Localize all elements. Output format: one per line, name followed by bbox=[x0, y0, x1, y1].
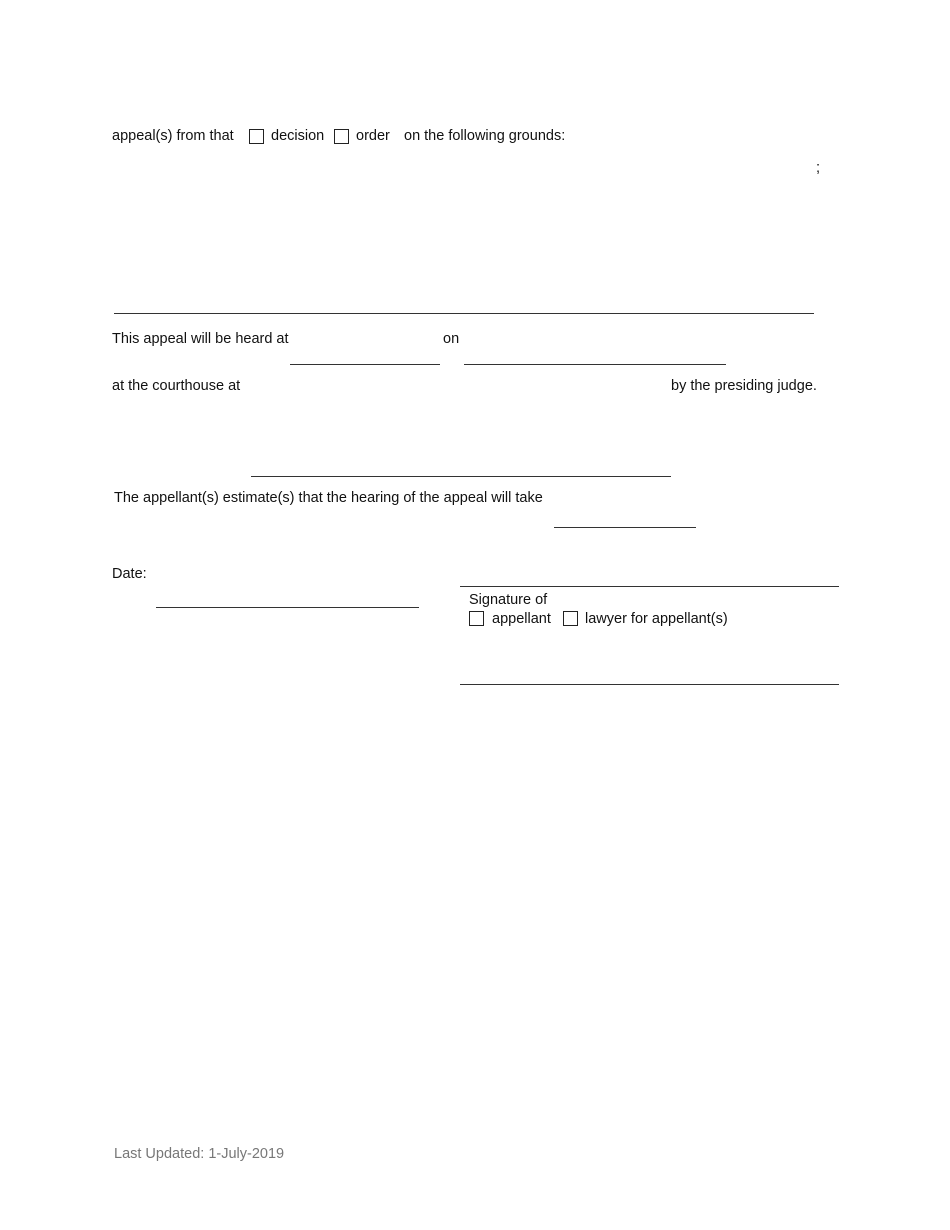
signature-name-underline bbox=[460, 684, 839, 685]
order-checkbox[interactable] bbox=[334, 129, 349, 144]
estimate-duration-input[interactable] bbox=[555, 508, 695, 526]
lawyer-label: lawyer for appellant(s) bbox=[585, 611, 728, 627]
appellant-label: appellant bbox=[492, 611, 551, 627]
order-label: order bbox=[356, 128, 390, 144]
grounds-semicolon: ; bbox=[816, 160, 821, 176]
courthouse-address-underline bbox=[251, 476, 671, 477]
hearing-date-underline bbox=[464, 364, 726, 365]
date-underline bbox=[156, 607, 419, 608]
last-updated-text: Last Updated: 1-July-2019 bbox=[114, 1146, 285, 1162]
hearing-date-input[interactable] bbox=[465, 345, 725, 363]
estimate-label: The appellant(s) estimate(s) that the hearing of the appeal will take bbox=[114, 490, 543, 506]
courthouse-label: at the courthouse at bbox=[112, 378, 241, 394]
on-label: on bbox=[443, 331, 460, 347]
signature-line bbox=[460, 586, 839, 587]
date-input[interactable] bbox=[157, 587, 417, 605]
hearing-location-underline bbox=[290, 364, 440, 365]
estimate-duration-underline bbox=[554, 527, 696, 528]
courthouse-address-input[interactable] bbox=[252, 456, 670, 474]
hearing-location-input[interactable] bbox=[291, 345, 439, 363]
decision-label: decision bbox=[271, 128, 325, 144]
grounds-suffix-text: on the following grounds: bbox=[404, 128, 566, 144]
grounds-input[interactable] bbox=[114, 150, 810, 310]
grounds-prefix-text: appeal(s) from that bbox=[112, 128, 234, 144]
signature-name-input[interactable] bbox=[461, 663, 837, 681]
presiding-judge-text: by the presiding judge. bbox=[671, 378, 817, 394]
heard-at-label: This appeal will be heard at bbox=[112, 331, 289, 347]
lawyer-checkbox[interactable] bbox=[563, 611, 578, 626]
grounds-underline bbox=[114, 313, 814, 314]
signature-of-label: Signature of bbox=[469, 592, 548, 608]
appellant-checkbox[interactable] bbox=[469, 611, 484, 626]
date-label: Date: bbox=[112, 566, 147, 582]
decision-checkbox[interactable] bbox=[249, 129, 264, 144]
